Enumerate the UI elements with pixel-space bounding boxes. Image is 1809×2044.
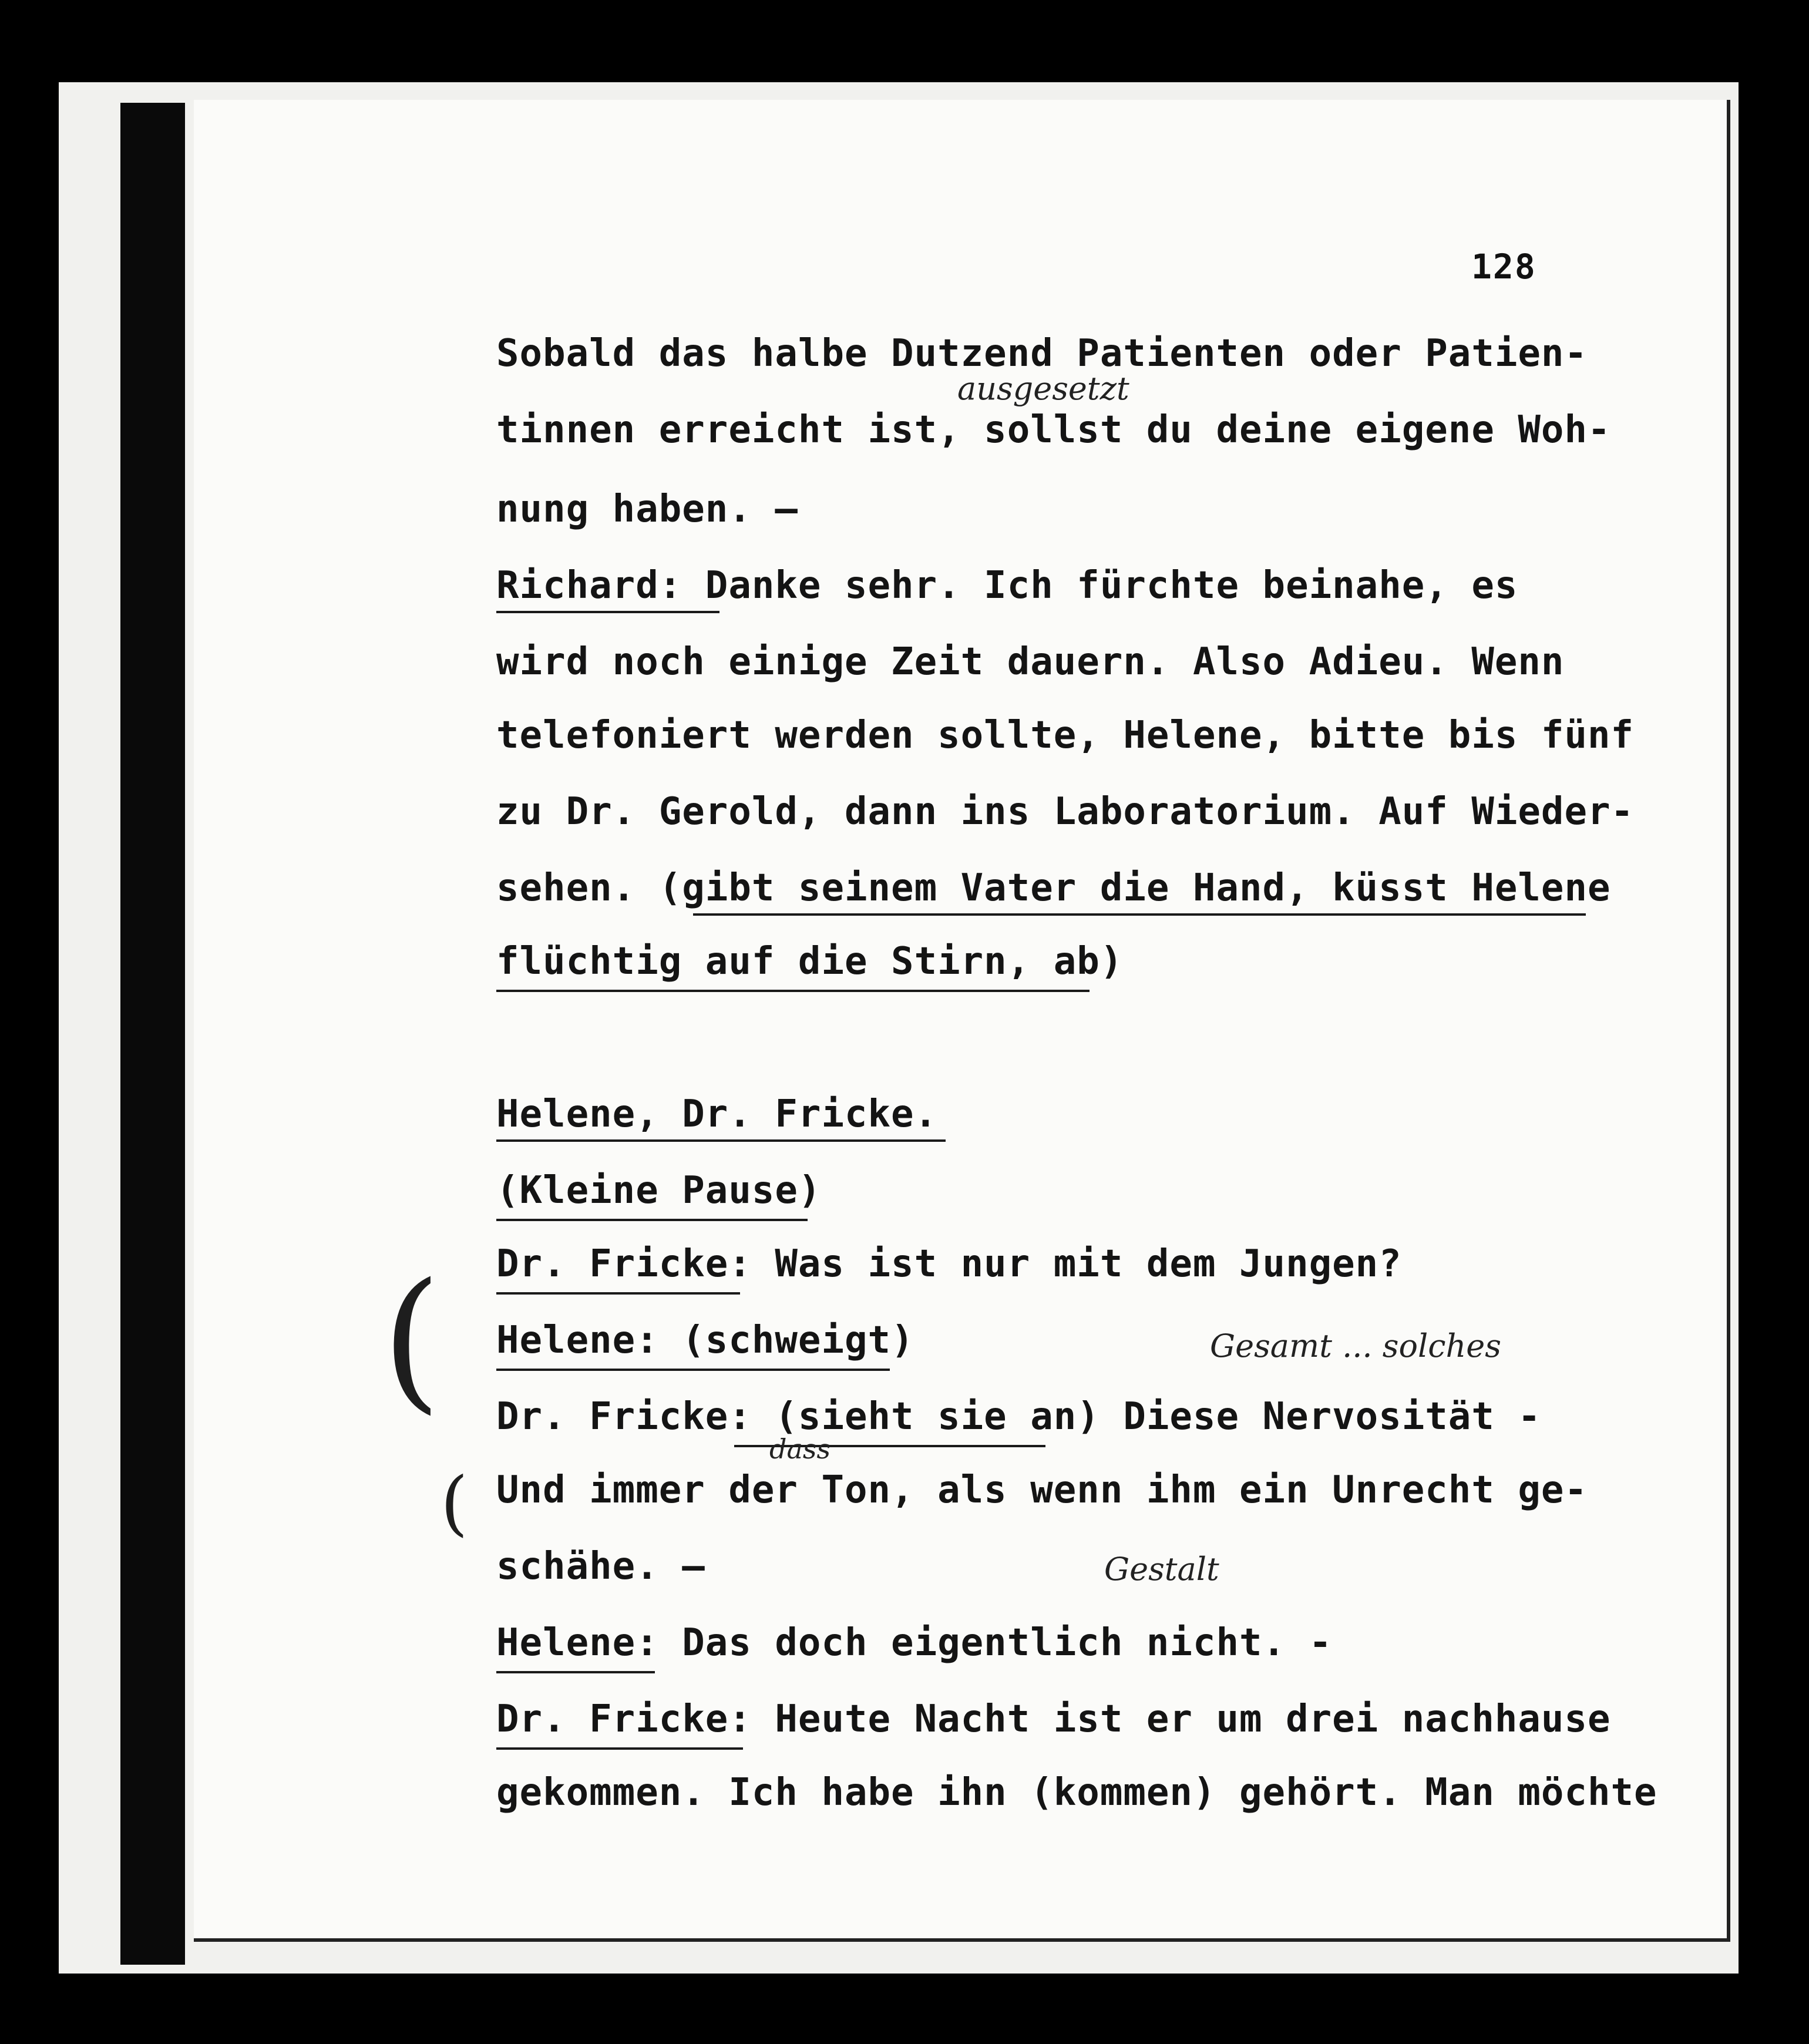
- text-line-16: schähe. —: [496, 1545, 705, 1588]
- text-line-17: Helene: Das doch eigentlich nicht. -: [496, 1621, 1333, 1665]
- text-line-6: telefoniert werden sollte, Helene, bitte bis fünf: [496, 714, 1635, 757]
- stage-direction-underline: [693, 913, 1586, 916]
- handwritten-margin-note: Gesamt ... solches: [1210, 1327, 1501, 1364]
- stage-direction-underline: [496, 990, 1090, 992]
- text-line-8: sehen. (gibt seinem Vater die Hand, küsst Helene: [496, 866, 1611, 910]
- text-line-5: wird noch einige Zeit dauern. Also Adieu. Wenn: [496, 640, 1565, 684]
- text-line-18: Dr. Fricke: Heute Nacht ist er um drei nachhause: [496, 1697, 1611, 1741]
- speaker-underline: [496, 611, 719, 613]
- binding-spine: [120, 103, 185, 1965]
- text-line-12: Dr. Fricke: Was ist nur mit dem Jungen?: [496, 1242, 1402, 1286]
- page-number: 128: [1471, 247, 1536, 287]
- text-line-2: tinnen erreicht ist, sollst du deine eigene Woh-: [496, 408, 1611, 452]
- handwritten-insertion: ausgesetzt: [957, 370, 1129, 407]
- text-line-4: Richard: Danke sehr. Ich fürchte beinahe, es: [496, 564, 1518, 607]
- pause-underline: [496, 1219, 808, 1221]
- speaker-underline: [496, 1292, 740, 1295]
- text-line-3: nung haben. —: [496, 488, 798, 531]
- text-line-13: Helene: (schweigt): [496, 1319, 914, 1362]
- scene-underline: [496, 1139, 946, 1142]
- speaker-underline: [496, 1747, 743, 1750]
- handwritten-correction: dass: [769, 1433, 831, 1465]
- text-line-7: zu Dr. Gerold, dann ins Laboratorium. Auf Wieder-: [496, 790, 1635, 833]
- text-line-11: (Kleine Pause): [496, 1169, 822, 1212]
- speaker-underline: [496, 1671, 655, 1673]
- text-line-9: flüchtig auf die Stirn, ab): [496, 940, 1124, 983]
- text-line-10: Helene, Dr. Fricke.: [496, 1092, 938, 1136]
- margin-bracket: (: [441, 1463, 468, 1544]
- text-line-15: Und immer der Ton, als wenn ihm ein Unrecht ge-: [496, 1468, 1588, 1512]
- speaker-underline: [496, 1369, 890, 1371]
- text-line-14: Dr. Fricke: (sieht sie an) Diese Nervosität -: [496, 1395, 1541, 1438]
- text-line-1: Sobald das halbe Dutzend Patienten oder Patien-: [496, 332, 1588, 375]
- text-line-19: gekommen. Ich habe ihn (kommen) gehört. Man möchte: [496, 1771, 1657, 1814]
- handwritten-note: Gestalt: [1104, 1551, 1219, 1588]
- margin-bracket: (: [382, 1251, 442, 1428]
